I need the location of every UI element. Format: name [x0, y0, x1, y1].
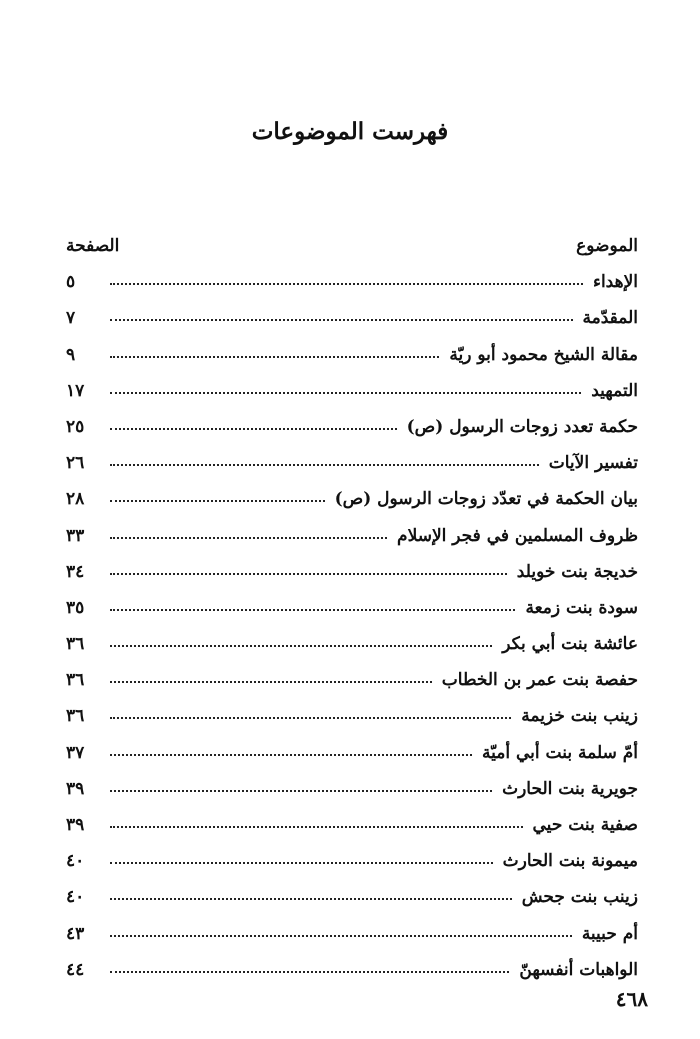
toc-entry [66, 582, 638, 618]
toc-entry-title: حفصة بنت عمر بن الخطاب [441, 670, 638, 691]
dot-leader [110, 356, 439, 358]
toc-entry [66, 546, 638, 582]
toc-entry-page: ٢٥ [66, 416, 85, 437]
dot-leader [110, 464, 539, 466]
toc-entry-page: ٩ [66, 344, 76, 365]
dot-leader [110, 428, 397, 430]
toc-entry [66, 473, 638, 509]
toc-entry-title: الواهبات أنفسهنّ [519, 959, 638, 980]
toc-entry [66, 365, 638, 401]
toc-entry-page: ٤٠ [66, 851, 85, 872]
toc-entry-page: ٤٠ [66, 887, 85, 908]
toc-entry-page: ٥ [66, 272, 76, 293]
toc-entry-page: ٢٨ [66, 489, 85, 510]
toc-entry [66, 944, 638, 980]
dot-leader [110, 935, 572, 937]
toc-entry-page: ١٧ [66, 380, 85, 401]
dot-leader [110, 645, 492, 647]
toc-entry [66, 618, 638, 654]
dot-leader [110, 754, 472, 756]
toc-entry [66, 292, 638, 328]
toc-entry-page: ٣٦ [66, 634, 85, 655]
toc-entry [66, 907, 638, 943]
toc-entry-title: مقالة الشيخ محمود أبو ريّة [449, 344, 638, 365]
topic-column-header: الموضوع [576, 236, 638, 256]
page-column-header: الصفحة [66, 236, 120, 256]
dot-leader [110, 971, 509, 973]
toc-entry-title: سودة بنت زمعة [525, 597, 638, 618]
toc-entry-page: ٢٦ [66, 453, 85, 474]
dot-leader [110, 319, 573, 321]
toc-entry-title: حكمة تعدد زوجات الرسول (ص) [406, 416, 638, 437]
toc-entry-title: التمهيد [591, 380, 638, 401]
toc-entry-title: بيان الحكمة في تعدّد زوجات الرسول (ص) [334, 489, 638, 510]
toc-entry-page: ٤٤ [66, 959, 85, 980]
toc-entry-title: جويرية بنت الحارث [502, 778, 638, 799]
toc-entry-title: أمّ سلمة بنت أبي أميّة [482, 742, 638, 763]
toc-entry-page: ٣٩ [66, 778, 85, 799]
toc-entry-title: المقدّمة [582, 308, 638, 329]
table-of-contents [66, 222, 638, 980]
toc-entry-page: ٤٣ [66, 923, 85, 944]
toc-entry-page: ٣٧ [66, 742, 85, 763]
toc-entry [66, 509, 638, 545]
toc-entry-title: تفسير الآيات [548, 453, 638, 474]
toc-entry-page: ٣٥ [66, 597, 85, 618]
dot-leader [110, 283, 583, 285]
toc-entry-title: ميمونة بنت الحارث [502, 851, 638, 872]
toc-entry-page: ٣٩ [66, 815, 85, 835]
toc-entry-title: خديجة بنت خويلد [516, 561, 638, 582]
dot-leader [110, 681, 432, 683]
toc-entry-title: عائشة بنت أبي بكر [502, 634, 638, 655]
toc-entry [66, 256, 638, 292]
dot-leader [110, 898, 512, 900]
toc-entry-page: ٣٤ [66, 561, 85, 582]
dot-leader [110, 609, 515, 611]
dot-leader [110, 790, 492, 792]
toc-entry-page: ٣٣ [66, 525, 85, 546]
dot-leader [110, 717, 511, 719]
toc-entry-page: ٣٦ [66, 670, 85, 691]
dot-leader [110, 500, 325, 502]
toc-entry-title: ظروف المسلمين في فجر الإسلام [397, 525, 638, 546]
page-title: فهرست الموضوعات [251, 118, 449, 145]
toc-entry-title: أم حبيبة [581, 923, 638, 944]
toc-entry [66, 799, 638, 835]
toc-entry-page: ٣٦ [66, 706, 85, 727]
toc-entry-title: زينب بنت جحش [521, 887, 638, 908]
toc-entry [66, 726, 638, 762]
dot-leader [110, 862, 493, 864]
dot-leader [110, 537, 387, 539]
toc-entry [66, 763, 638, 799]
toc-entry [66, 401, 638, 437]
page-number: ٤٦٨ [615, 987, 648, 1011]
toc-entry-page: ٧ [66, 308, 76, 329]
toc-entry-title: صفية بنت حيي [532, 815, 638, 835]
dot-leader [110, 826, 523, 828]
toc-entry-title: زينب بنت خزيمة [521, 706, 638, 727]
toc-entry [66, 835, 638, 871]
toc-entry [66, 437, 638, 473]
toc-header [66, 222, 638, 256]
toc-entry [66, 871, 638, 907]
toc-entry [66, 690, 638, 726]
toc-entry [66, 328, 638, 364]
dot-leader [110, 392, 581, 394]
toc-entry [66, 654, 638, 690]
dot-leader [110, 573, 507, 575]
toc-entry-title: الإهداء [592, 272, 638, 293]
toc-entries [66, 256, 638, 980]
